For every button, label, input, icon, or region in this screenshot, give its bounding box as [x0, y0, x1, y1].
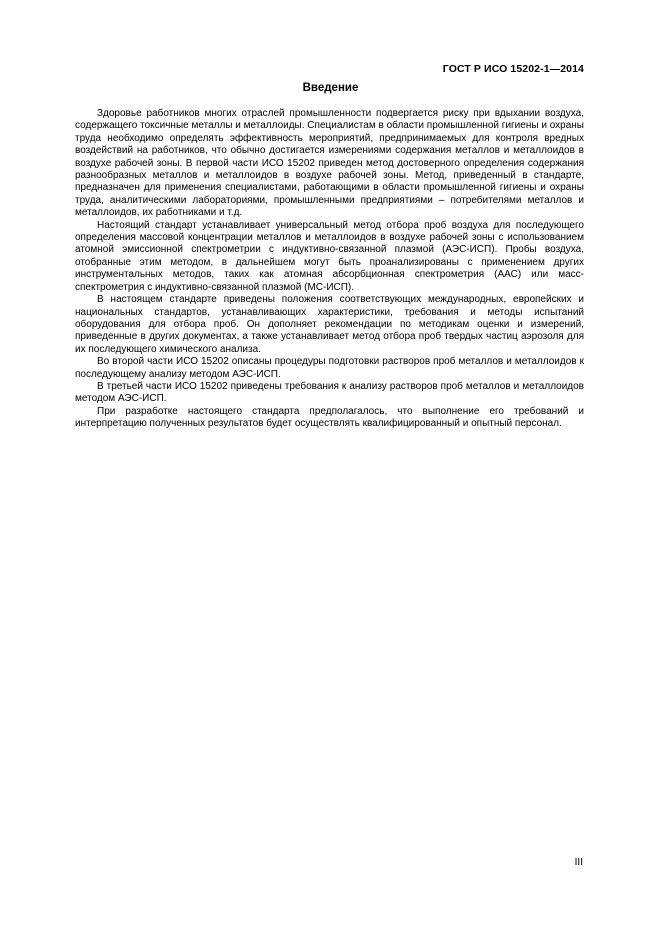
- paragraph-5: [75, 381, 584, 406]
- paragraph-text: При разработке настоящего стандарта предполагалось, что выполнение его требований и интерпретацию полученных результатов будет осуществлять квалифицированный и опытный персонал.: [75, 405, 584, 430]
- introduction-text: [75, 108, 584, 431]
- section-title: Введение: [302, 82, 359, 94]
- paragraph-text: Настоящий стандарт устанавливает универсальный метод отбора проб воздуха для последующего определения массовой концентрации металлов и металлоидов в воздухе рабочей зоны с использованием атомной эмиссионной спектрометрии с индуктивно-связанной плазмой (АЭС-ИСП). Пробы воздуха, отобранные этим методом, в дальнейшем могут быть проанализированы с применением других инструментальных методов, таких как атомная абсорбционная спектрометрия (ААС) или масс-спектрометрия с индуктивно-связанной плазмой (МС-ИСП).: [75, 219, 584, 293]
- paragraph-4: [75, 356, 584, 381]
- paragraph-text: В настоящем стандарте приведены положения соответствующих международных, европейских и национальных стандартов, устанавливающих характеристики, требования и методы испытаний оборудования для отбора проб. Он дополняет рекомендации по методикам оценки и измерений, приведенные в других документах, а также устанавливает метод отбора проб твердых частиц аэрозоля для их последующего химического анализа.: [75, 294, 584, 355]
- paragraph-6: [75, 406, 584, 431]
- paragraph-text: Во второй части ИСО 15202 описаны процедуры подготовки растворов проб металлов и металлоидов к последующему анализу методом АЭС-ИСП.: [75, 356, 584, 380]
- document-code: ГОСТ Р ИСО 15202-1—2014: [442, 63, 584, 75]
- paragraph-text: Здоровье работников многих отраслей промышленности подвергается риску при вдыхании воздуха, содержащего токсичные металлы и металлоиды. Специалистам в области промышленной гигиены и охраны труда необходимо определять эффективность мероприятий, предпринимаемых для контроля вредных воздействий на работников, что обычно достигается измерениями содержания металлов и металлоидов в воздухе рабочей зоны. В первой части ИСО 15202 приведен метод достоверного определения содержания разнообразных металлов и металлоидов в воздухе рабочей зоны. Метод, приведенный в стандарте, предназначен для применения специалистами, работающими в области промышленной гигиены и охраны труда, аналитическими лабораториями, промышленными предприятиями – потребителями металлов и металлоидов, их работниками и т.д.: [75, 108, 584, 219]
- paragraph-text: В третьей части ИСО 15202 приведены требования к анализу растворов проб металлов и металлоидов методом АЭС-ИСП.: [75, 380, 584, 405]
- paragraph-2: [75, 220, 584, 294]
- paragraph-3: [75, 294, 584, 356]
- page-number: III: [574, 857, 583, 868]
- paragraph-1: [75, 108, 584, 220]
